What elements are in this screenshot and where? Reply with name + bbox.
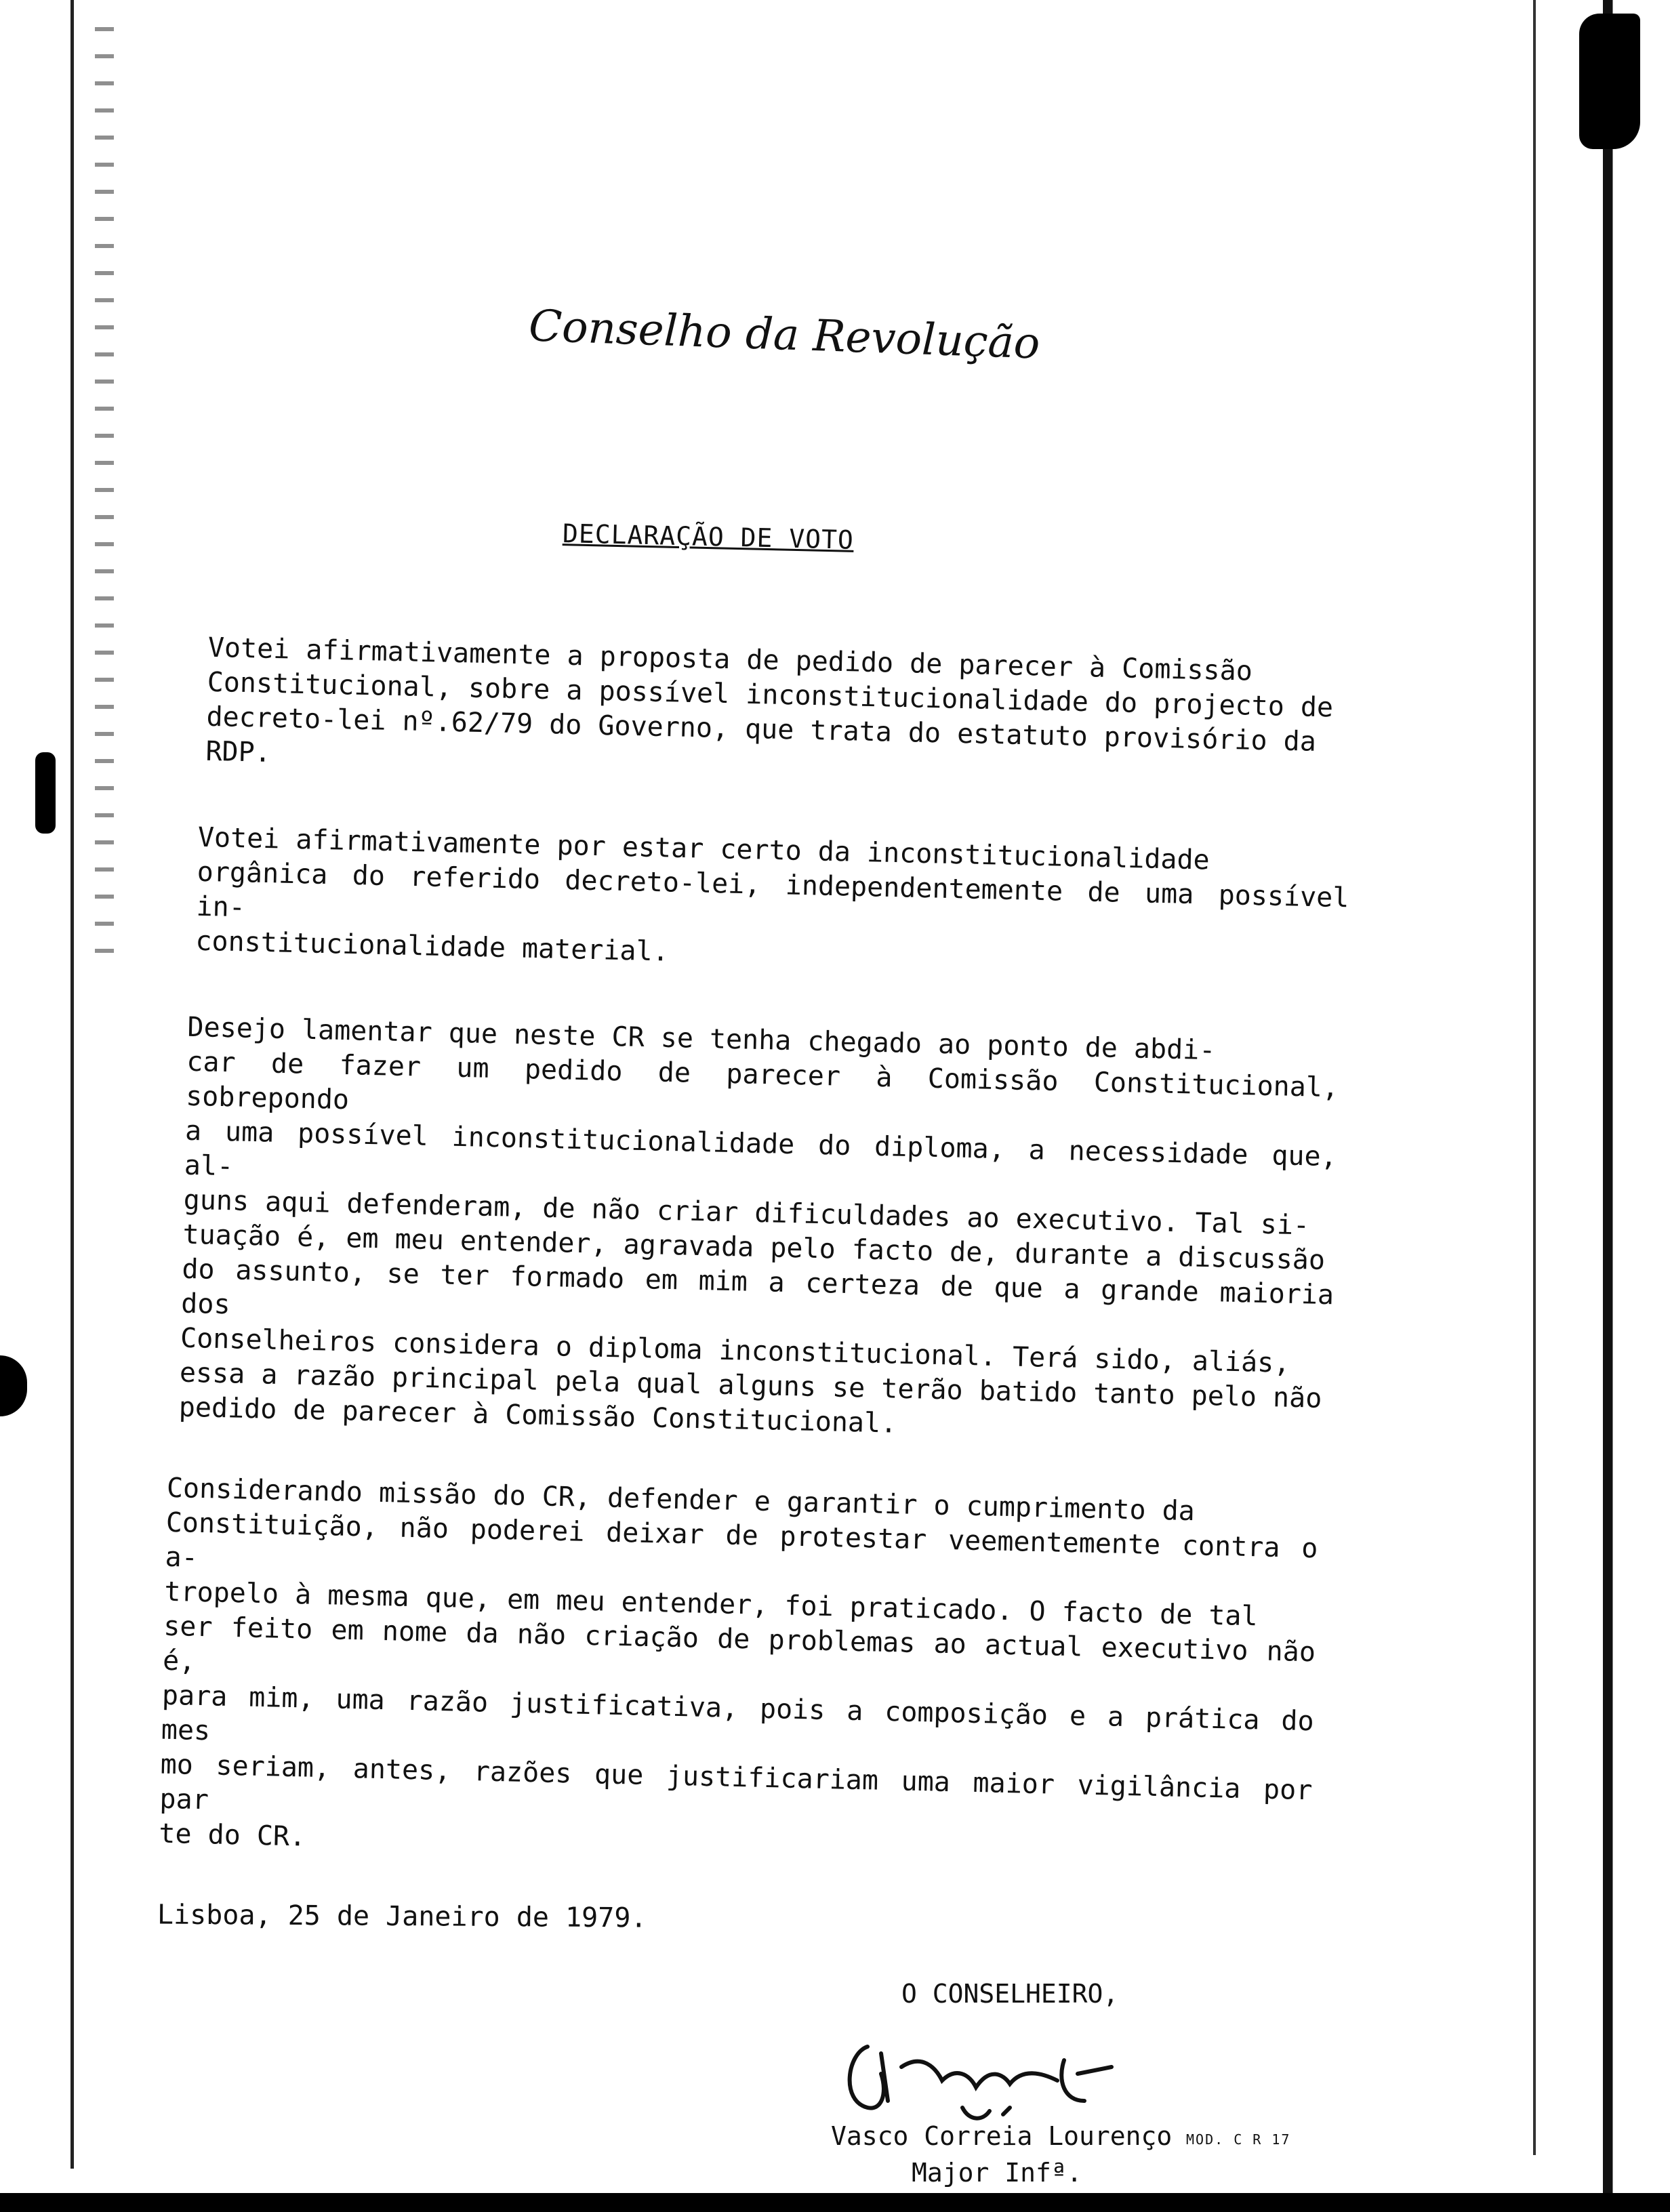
scan-border-bottom [0, 2193, 1670, 2212]
document-title: DECLARAÇÃO DE VOTO [562, 518, 855, 555]
letterhead: Conselho da Revolução [527, 301, 1041, 369]
punch-hole [0, 1355, 27, 1416]
form-code: MOD. C R 17 [1186, 2131, 1291, 2148]
paragraph: Desejo lamentar que neste CR se tenha chegado ao ponto de abdi- car de fazer um pedido de parecer à Comissão Constitucional, sobrepondo a uma possível inconstitucionalidade do diploma, a necessidade que, al- guns aqui defenderam, de não criar dificuldades ao executivo. Tal si- tuação é, em meu entender, agravada pelo facto de, durante a discussão do assunto, se ter formado em mim a certeza de que a grande maioria dos Conselheiros considera o diploma inconstitucional. Terá sido, aliás, essa a razão principal pela qual alguns se terão batido tanto pelo não pedido de parecer à Comissão Constitucional. [178, 1011, 1339, 1439]
scan-border-right [1533, 0, 1536, 2155]
handwritten-signature [840, 2026, 1139, 2128]
paragraph: Considerando missão do CR, defender e garantir o cumprimento da Constituição, não poderei deixar de protestar veementemente contra o a- tropelo à mesma que, em meu entender, foi praticado. O facto de tal ser feito em nome da não criação de problemas ao actual executivo não é, para mim, uma razão justificativa, pois a composição e a prática do mes mo seriam, antes, razões que justificariam uma maior vigilância por par te do CR. [158, 1472, 1318, 1853]
scan-blot [35, 752, 56, 834]
scan-noise-left [95, 27, 114, 976]
paragraph: Votei afirmativamente por estar certo da inconstitucionalidade orgânica do referido decreto-lei, independentemente de uma possível in- constitucionalidade material. [195, 821, 1349, 968]
signatory-name: Vasco Correia Lourenço [831, 2121, 1173, 2151]
date-line: Lisboa, 25 de Janeiro de 1979. [157, 1899, 647, 1934]
signatory-rank: Major Infª. [912, 2158, 1082, 2188]
paragraph: Votei afirmativamente a proposta de pedido de parecer à Comissão Constitucional, sobre a possível inconstitucionalidade do projecto de decreto-lei nº.62/79 do Governo, que trata do estatuto provisório da RDP. [205, 632, 1334, 769]
scan-blot-right [1579, 14, 1640, 149]
scan-edge-right [1586, 0, 1670, 2212]
signatory-role: O CONSELHEIRO, [901, 1979, 1119, 2009]
scan-border-left [70, 0, 74, 2169]
